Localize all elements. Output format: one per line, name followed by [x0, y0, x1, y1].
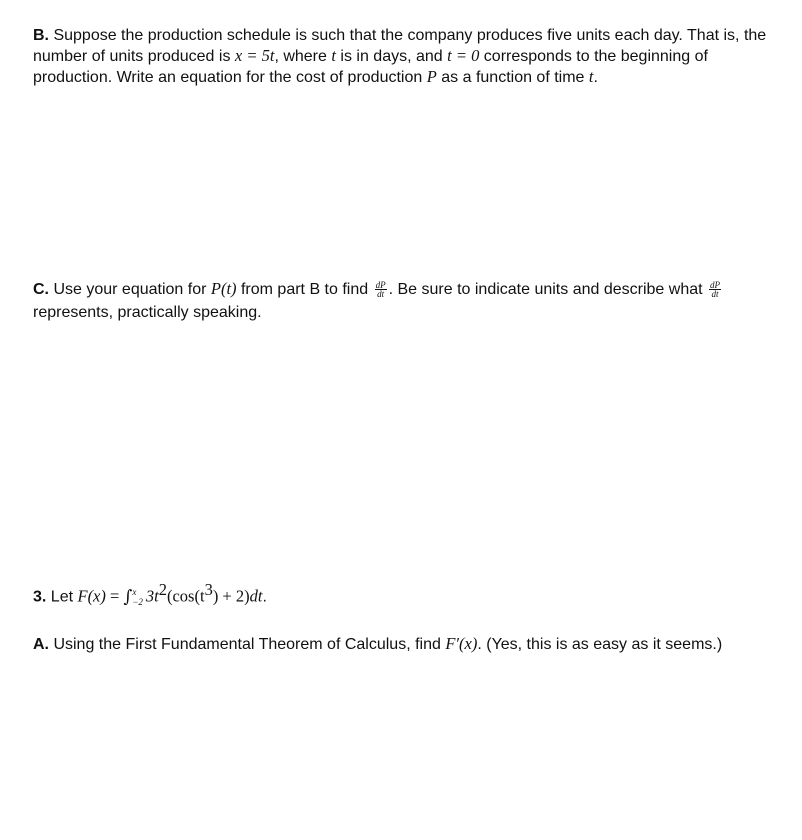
part-c-paragraph: C. Use your equation for P(t) from part B to find $\frac{dP}{dt}$ . Be sure to indicate units and describe what $\frac{dP}{dt}$ represents, practically speaking.: [33, 279, 720, 321]
dp-dt-fraction: $\frac{dP}{dt}$: [375, 280, 386, 300]
part-a-paragraph: A. Using the First Fundamental Theorem of Calculus, find F′(x). (Yes, this is as easy as it seems.): [33, 634, 723, 653]
dp-dt-fraction-2: $\frac{dP}{dt}$: [710, 280, 720, 300]
problem-3-statement: 3. Let F(x) = ∫ x −2 $3t^2(\cos(t^3) + 2)dt$.: [33, 580, 267, 608]
function-p-of-t: P(t): [210, 279, 237, 298]
part-a-label: A.: [33, 636, 49, 653]
problem-3-label: 3.: [33, 588, 47, 606]
part-c-label: C.: [33, 281, 49, 298]
part-b-paragraph: B. Suppose the production schedule is such that the company produces five units each day. That is, the number of units produced is x = 5t, where t is in days, and t = 0 corresponds to the beginning of production. Write an equation for the cost of production P as a function of time t.: [33, 27, 767, 86]
integral-sign-icon: ∫: [123, 587, 133, 608]
equation-x-5t: x = 5t: [234, 46, 275, 65]
derivative-f-prime: F′(x): [445, 634, 478, 653]
integral-limits: x −2: [132, 587, 143, 608]
part-b-label: B.: [33, 27, 49, 44]
equation-t-0: t = 0: [447, 46, 480, 65]
